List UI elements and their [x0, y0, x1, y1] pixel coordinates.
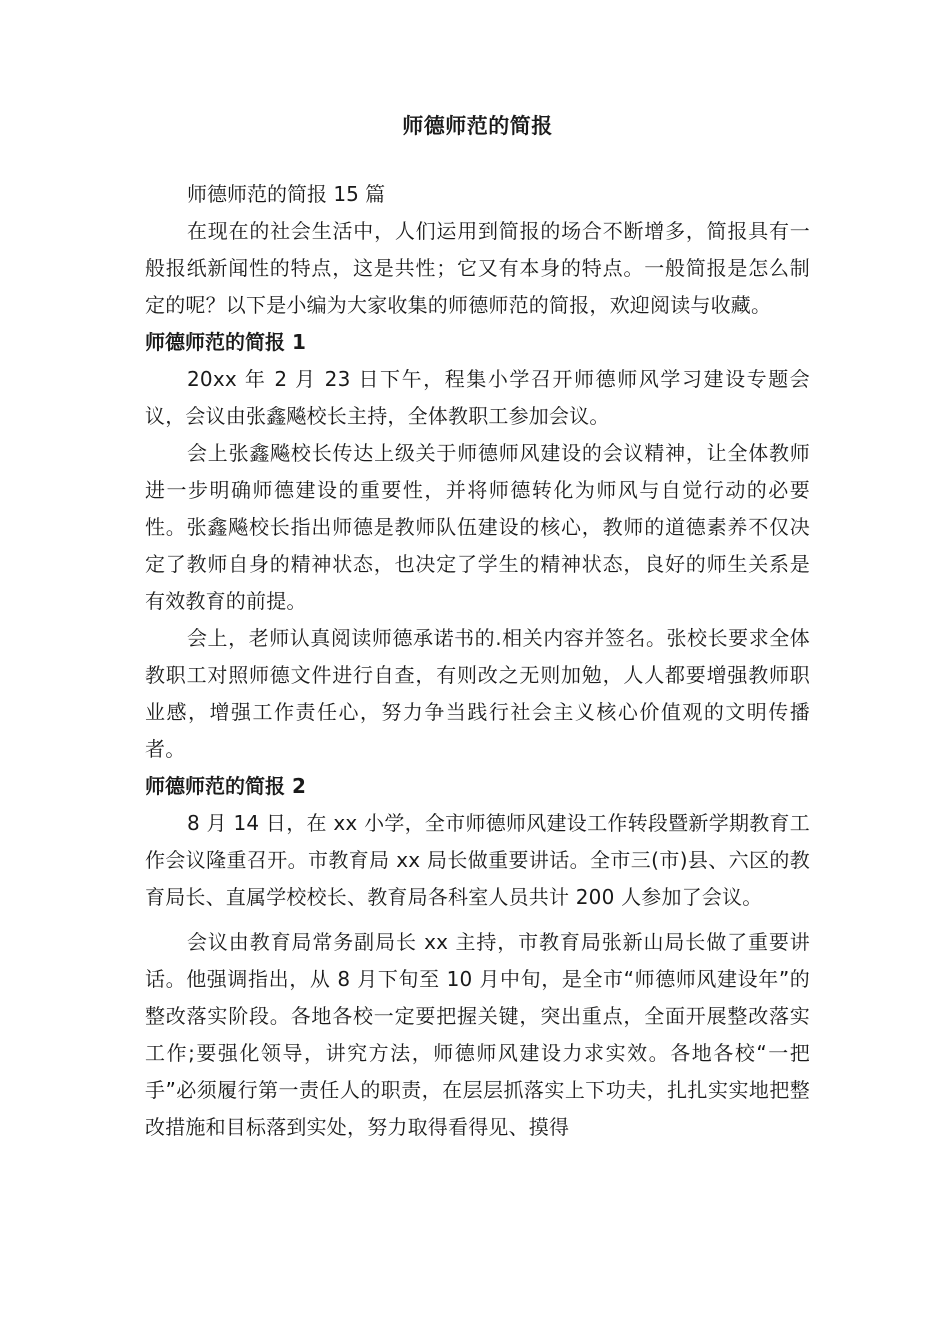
section-2 — [145, 768, 810, 1146]
section-paragraph: 20xx 年 2 月 23 日下午，程集小学召开师德师风学习建设专题会议，会议由张鑫飚校长主持，全体教职工参加会议。 — [145, 367, 810, 428]
section-paragraph: 会上，老师认真阅读师德承诺书的.相关内容并签名。张校长要求全体教职工对照师德文件进行自查，有则改之无则加勉，人人都要增强教师职业感，增强工作责任心，努力争当践行社会主义核心价值观的文明传播者。 — [145, 626, 810, 761]
section-heading: 师德师范的简报 2 — [145, 774, 306, 798]
document-subtitle: 师德师范的简报 15 篇 — [187, 182, 386, 206]
section-paragraph: 会议由教育局常务副局长 xx 主持，市教育局张新山局长做了重要讲话。他强调指出，从 8 月下旬至 10 月中旬，是全市“师德师风建设年”的整改落实阶段。各地各校一定要把握关键，突出重点，全面开展整改落实工作;要强化领导，讲究方法，师德师风建设力求实效。各地各校“一把手”必须履行第一责任人的职责，在层层抓落实上下功夫，扎扎实实地把整改措施和目标落到实处，努力取得看得见、摸得 — [145, 930, 810, 1139]
section-1 — [145, 324, 810, 768]
section-heading: 师德师范的简报 1 — [145, 330, 306, 354]
document-title: 师德师范的简报 — [402, 114, 553, 138]
document-page — [145, 106, 810, 1146]
intro-paragraph: 在现在的社会生活中，人们运用到简报的场合不断增多，简报具有一般报纸新闻性的特点，这是共性；它又有本身的特点。一般简报是怎么制定的呢？以下是小编为大家收集的师德师范的简报，欢迎阅读与收藏。 — [145, 219, 810, 317]
section-paragraph: 8 月 14 日，在 xx 小学，全市师德师风建设工作转段暨新学期教育工作会议隆重召开。市教育局 xx 局长做重要讲话。全市三(市)县、六区的教育局长、直属学校校长、教育局各科室人员共计 200 人参加了会议。 — [145, 811, 810, 909]
section-paragraph: 会上张鑫飚校长传达上级关于师德师风建设的会议精神，让全体教师进一步明确师德建设的重要性，并将师德转化为师风与自觉行动的必要性。张鑫飚校长指出师德是教师队伍建设的核心，教师的道德素养不仅决定了教师自身的精神状态，也决定了学生的精神状态，良好的师生关系是有效教育的前提。 — [145, 441, 810, 613]
